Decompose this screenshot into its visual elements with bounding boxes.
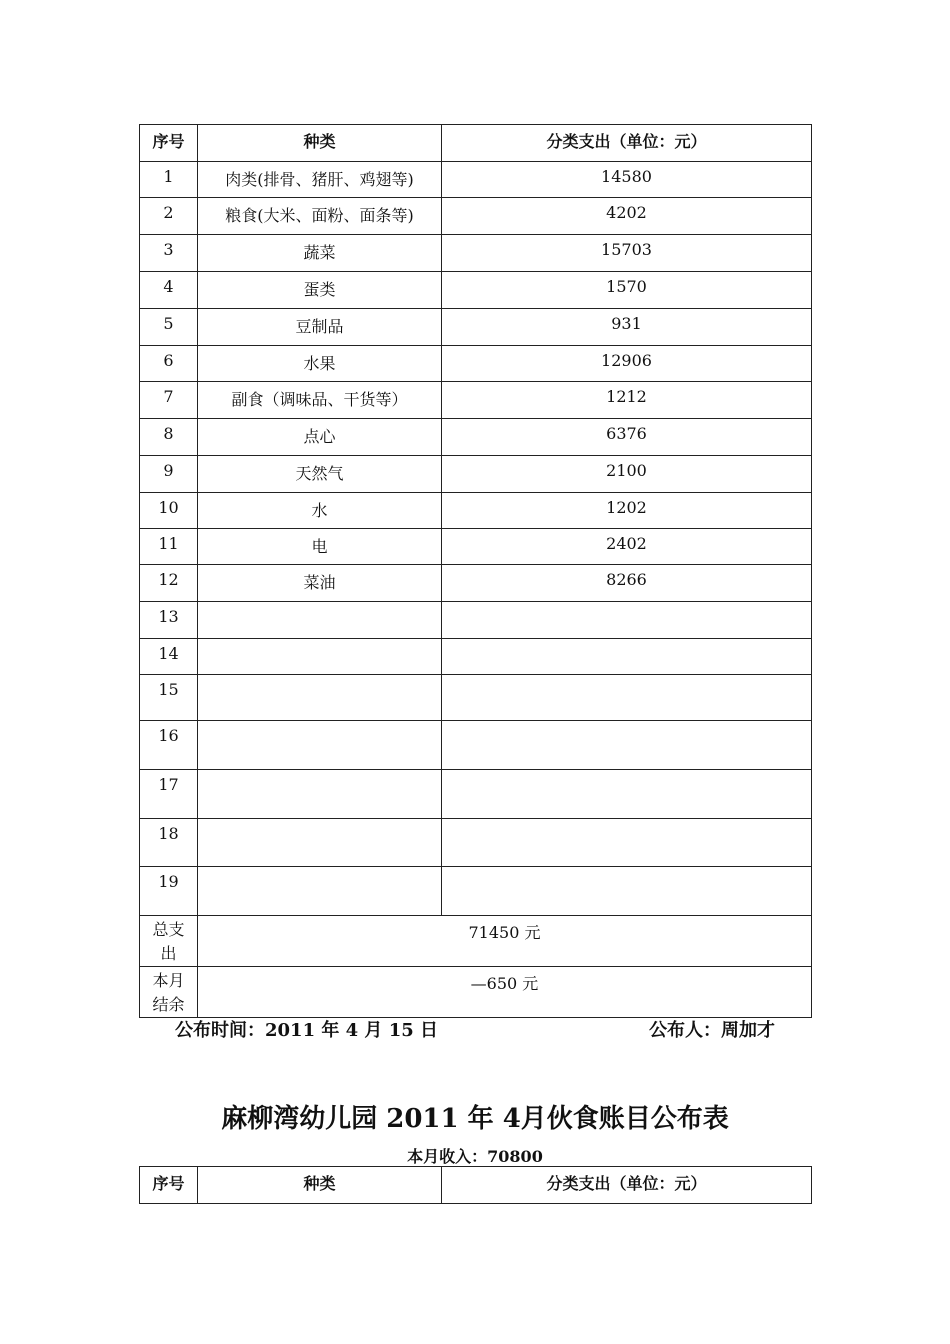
cell-amount: 931	[442, 309, 812, 346]
cell-num: 17	[140, 770, 198, 819]
balance-value: —650 元	[198, 967, 812, 1018]
cell-category: 粮食(大米、面粉、面条等)	[198, 198, 442, 235]
cell-num: 14	[140, 639, 198, 675]
table-row	[140, 602, 812, 639]
total-label	[140, 916, 198, 967]
cell-num: 10	[140, 493, 198, 529]
header-amount: 分类支出（单位：元）	[442, 1167, 812, 1204]
cell-num: 6	[140, 346, 198, 382]
cell-amount: 4202	[442, 198, 812, 235]
cell-num: 15	[140, 675, 198, 721]
cell-amount: 2100	[442, 456, 812, 493]
table-row	[140, 162, 812, 198]
cell-amount	[442, 867, 812, 916]
expense-table-2	[139, 1166, 812, 1204]
cell-num: 9	[140, 456, 198, 493]
cell-amount: 1202	[442, 493, 812, 529]
cell-category	[198, 721, 442, 770]
cell-category: 豆制品	[198, 309, 442, 346]
page-title: 麻柳湾幼儿园 2011 年 4月伙食账目公布表	[221, 1104, 729, 1134]
cell-num: 18	[140, 819, 198, 867]
cell-amount: 14580	[442, 162, 812, 198]
table-row	[140, 493, 812, 529]
total-label-line2: 出	[160, 944, 177, 963]
cell-category: 水	[198, 493, 442, 529]
table-row	[140, 675, 812, 721]
header-num: 序号	[140, 1167, 198, 1204]
cell-category	[198, 639, 442, 675]
balance-label-line2: 结余	[152, 995, 185, 1014]
cell-category	[198, 602, 442, 639]
table-header-row	[140, 1167, 812, 1204]
publish-footer	[175, 1016, 775, 1044]
total-value: 71450 元	[198, 916, 812, 967]
cell-amount: 1212	[442, 382, 812, 419]
balance-row	[140, 967, 812, 1018]
cell-amount	[442, 721, 812, 770]
total-row	[140, 916, 812, 967]
header-category: 种类	[198, 125, 442, 162]
table-row	[140, 529, 812, 565]
publisher: 公布人：周加才	[649, 1020, 775, 1041]
cell-category: 电	[198, 529, 442, 565]
cell-amount: 1570	[442, 272, 812, 309]
cell-category: 蛋类	[198, 272, 442, 309]
cell-category	[198, 819, 442, 867]
cell-amount	[442, 675, 812, 721]
table-header-row	[140, 125, 812, 162]
cell-category: 水果	[198, 346, 442, 382]
cell-amount: 8266	[442, 565, 812, 602]
cell-amount	[442, 639, 812, 675]
cell-category	[198, 867, 442, 916]
header-category: 种类	[198, 1167, 442, 1204]
cell-num: 2	[140, 198, 198, 235]
table-row	[140, 272, 812, 309]
monthly-income: 本月收入：70800	[407, 1147, 543, 1166]
header-num: 序号	[140, 125, 198, 162]
cell-amount	[442, 819, 812, 867]
cell-num: 3	[140, 235, 198, 272]
cell-category	[198, 675, 442, 721]
expense-table	[139, 124, 812, 1018]
cell-num: 1	[140, 162, 198, 198]
cell-num: 5	[140, 309, 198, 346]
table-row	[140, 346, 812, 382]
table-row	[140, 235, 812, 272]
balance-label	[140, 967, 198, 1018]
cell-num: 4	[140, 272, 198, 309]
table-row	[140, 867, 812, 916]
table-row	[140, 309, 812, 346]
cell-num: 13	[140, 602, 198, 639]
table-row	[140, 639, 812, 675]
table-row	[140, 565, 812, 602]
cell-category: 肉类(排骨、猪肝、鸡翅等)	[198, 162, 442, 198]
balance-label-line1: 本月	[152, 971, 185, 990]
cell-num: 16	[140, 721, 198, 770]
cell-num: 11	[140, 529, 198, 565]
table-row	[140, 456, 812, 493]
cell-amount: 6376	[442, 419, 812, 456]
publish-time: 公布时间：2011 年 4 月 15 日	[175, 1020, 439, 1041]
header-amount: 分类支出（单位：元）	[442, 125, 812, 162]
cell-amount: 15703	[442, 235, 812, 272]
cell-amount: 12906	[442, 346, 812, 382]
total-label-line1: 总支	[152, 920, 185, 939]
cell-num: 12	[140, 565, 198, 602]
table-row	[140, 419, 812, 456]
table-row	[140, 198, 812, 235]
cell-num: 8	[140, 419, 198, 456]
cell-category: 菜油	[198, 565, 442, 602]
cell-num: 19	[140, 867, 198, 916]
cell-category: 点心	[198, 419, 442, 456]
cell-amount	[442, 770, 812, 819]
cell-category: 副食（调味品、干货等）	[198, 382, 442, 419]
table-row	[140, 382, 812, 419]
cell-amount: 2402	[442, 529, 812, 565]
cell-num: 7	[140, 382, 198, 419]
cell-category	[198, 770, 442, 819]
table-row	[140, 721, 812, 770]
cell-category: 天然气	[198, 456, 442, 493]
table-row	[140, 770, 812, 819]
cell-amount	[442, 602, 812, 639]
cell-category: 蔬菜	[198, 235, 442, 272]
table-row	[140, 819, 812, 867]
